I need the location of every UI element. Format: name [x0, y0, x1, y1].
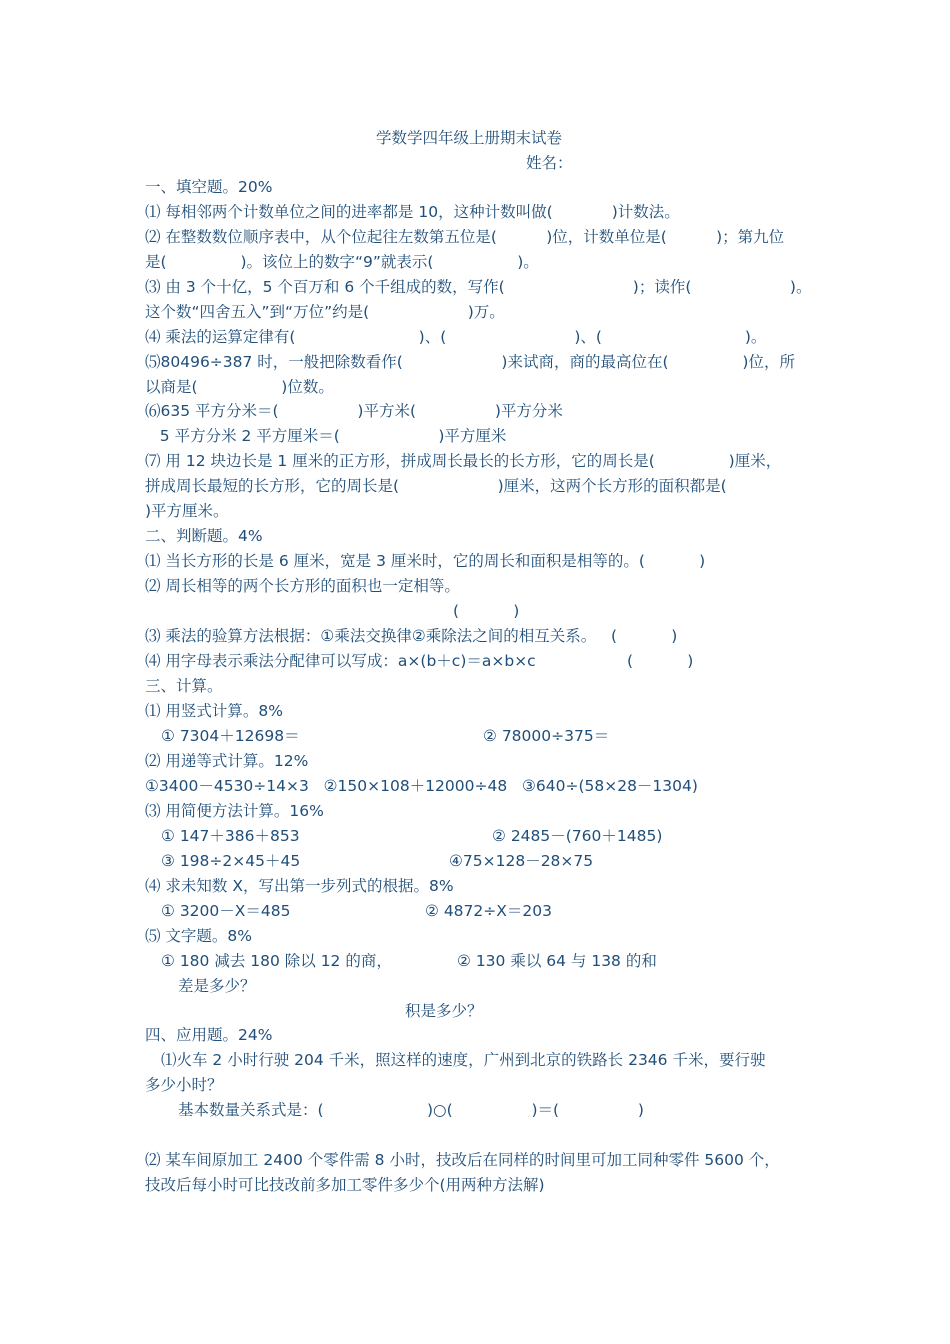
section4-line-2: 多少小时？ [145, 1076, 223, 1094]
section3-line-2a: ① 7304＋12698＝ [161, 727, 300, 745]
section1-line-3: 是( )。该位上的数字“9”就表示( )。 [145, 253, 539, 271]
section3-line-10: ⑸ 文字题。8% [145, 927, 253, 945]
section3-line-1: ⑴ 用竖式计算。8% [145, 702, 284, 720]
section2-heading: 二、判断题。4% [145, 527, 263, 545]
section1-line-13: )平方厘米。 [145, 502, 229, 520]
section3-line-6b: ② 2485－(760＋1485) [492, 827, 663, 845]
section3-line-7a: ③ 198÷2×45＋45 [161, 852, 301, 870]
section2-line-2: ⑵ 周长相等的两个长方形的面积也一定相等。 [145, 577, 460, 595]
section4-line-1: ⑴火车 2 小时行驶 204 千米，照这样的速度，广州到北京的铁路长 2346 千米，要行驶 [161, 1051, 766, 1069]
section1-line-8: 以商是( )位数。 [145, 378, 334, 396]
section3-heading: 三、计算。 [145, 677, 223, 695]
section1-line-5: 这个数“四舍五入”到“万位”约是( )万。 [145, 303, 505, 321]
section1-line-2: ⑵ 在整数数位顺序表中，从个位起往左数第五位是( )位，计数单位是( )；第九位 [145, 228, 785, 246]
section1-line-12: 拼成周长最短的长方形，它的周长是( )厘米，这两个长方形的面积都是( [145, 477, 727, 495]
section3-line-4: ①3400－4530÷14×3 ②150×108＋12000÷48 ③640÷(58×28－1304) [145, 777, 698, 795]
section3-line-2b: ② 78000÷375＝ [483, 727, 610, 745]
section1-line-6: ⑷ 乘法的运算定律有( )、( )、( )。 [145, 328, 767, 346]
section3-line-9b: ② 4872÷X＝203 [425, 902, 552, 920]
section1-line-10: 5 平方分米 2 平方厘米＝( )平方厘米 [145, 427, 507, 445]
section2-line-5: ⑷ 用字母表示乘法分配律可以写成：a×(b＋c)＝a×b×c [145, 652, 536, 670]
section1-line-4: ⑶ 由 3 个十亿，5 个百万和 6 个千组成的数，写作( )；读作( )。 [145, 278, 812, 296]
section3-line-5: ⑶ 用简便方法计算。16% [145, 802, 324, 820]
section3-line-7b: ④75×128－28×75 [449, 852, 594, 870]
section2-line-3: ( ) [453, 602, 520, 620]
section3-line-11a: ① 180 减去 180 除以 12 的商， [161, 952, 392, 970]
section3-line-3: ⑵ 用递等式计算。12% [145, 752, 309, 770]
section4-line-5: 技改后每小时可比技改前多加工零件多少个(用两种方法解) [145, 1176, 545, 1194]
page-title: 学数学四年级上册期末试卷 [376, 129, 563, 147]
section3-line-12: 差是多少？ [178, 977, 256, 995]
section2-line-5-paren: ( ) [627, 652, 694, 670]
section3-line-9a: ① 3200－X＝485 [161, 902, 291, 920]
section4-line-3: 基本数量关系式是：( )○( )＝( ) [178, 1101, 644, 1119]
section1-heading: 一、填空题。20% [145, 178, 273, 196]
section1-line-9: ⑹635 平方分米＝( )平方米( )平方分米 [145, 402, 563, 420]
section1-line-1: ⑴ 每相邻两个计数单位之间的进率都是 10，这种计数叫做( )计数法。 [145, 203, 680, 221]
section1-line-11: ⑺ 用 12 块边长是 1 厘米的正方形，拼成周长最长的长方形，它的周长是( )厘米， [145, 452, 782, 470]
section1-line-7: ⑸80496÷387 时，一般把除数看作( )来试商，商的最高位在( )位，所 [145, 353, 795, 371]
section3-line-11b: ② 130 乘以 64 与 138 的和 [457, 952, 657, 970]
section3-line-6a: ① 147＋386＋853 [161, 827, 300, 845]
name-label: 姓名： [526, 154, 573, 172]
section2-line-4: ⑶ 乘法的验算方法根据：①乘法交换律②乘除法之间的相互关系。 ( ) [145, 627, 678, 645]
section4-heading: 四、应用题。24% [145, 1026, 273, 1044]
section3-line-8: ⑷ 求未知数 X，写出第一步列式的根据。8% [145, 877, 454, 895]
section3-line-13: 积是多少？ [405, 1002, 483, 1020]
section2-line-1: ⑴ 当长方形的长是 6 厘米，宽是 3 厘米时，它的周长和面积是相等的。( ) [145, 552, 706, 570]
section4-line-4: ⑵ 某车间原加工 2400 个零件需 8 小时，技改后在同样的时间里可加工同种零件 5600 个， [145, 1151, 780, 1169]
